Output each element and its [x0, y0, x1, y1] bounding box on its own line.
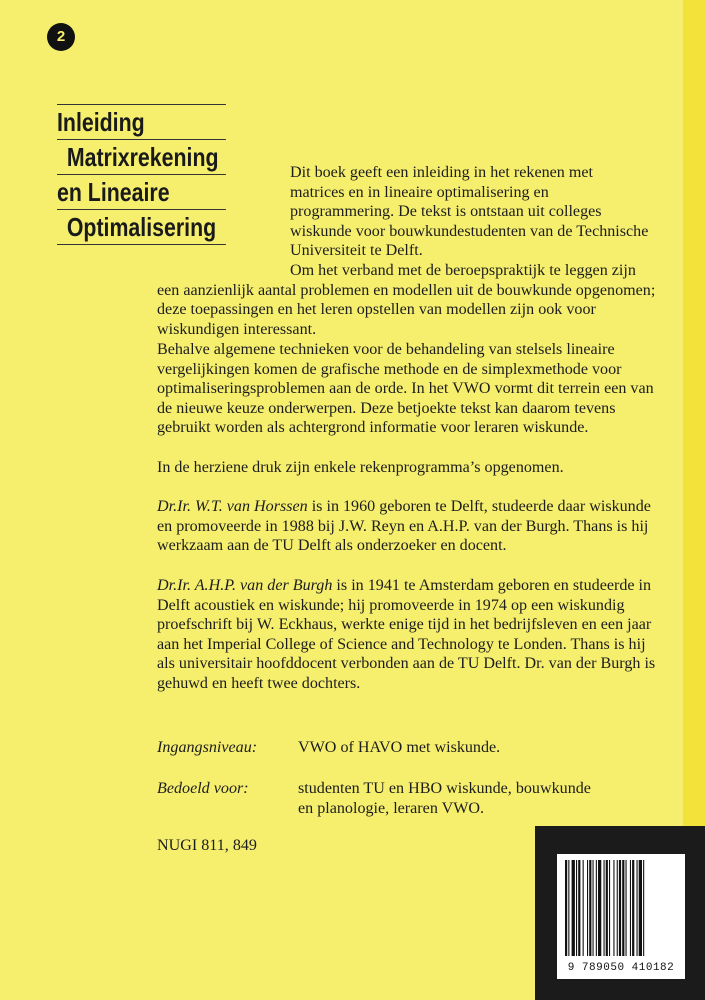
barcode-bar — [583, 860, 584, 956]
barcode-bar — [572, 860, 575, 956]
barcode-bar — [637, 860, 638, 956]
barcode-bar — [598, 860, 601, 956]
barcode-bar — [630, 860, 631, 956]
level-row — [157, 738, 657, 758]
barcode-bar — [632, 860, 634, 956]
author-1-name: Dr.Ir. W.T. van Horssen — [157, 498, 308, 515]
barcode-bar — [613, 860, 614, 956]
title-line-4: Optimalisering — [57, 209, 226, 245]
author-2-bio — [157, 576, 657, 694]
barcode-bar — [626, 860, 627, 956]
title-line-1: Inleiding — [57, 104, 226, 139]
nugi-code: NUGI 811, 849 — [157, 837, 257, 854]
barcode-bar — [576, 860, 577, 956]
barcode-bars — [563, 860, 679, 956]
audience-value: studenten TU en HBO wiskunde, bouwkunde en planologie, leraren VWO. — [298, 780, 591, 817]
barcode-number: 9 789050 410182 — [567, 962, 675, 974]
author-1-bio — [157, 497, 657, 556]
isbn-barcode — [557, 854, 685, 979]
barcode-bar — [593, 860, 594, 956]
author-2-text: is in 1941 te Amsterdam geboren en studeerde in Delft acoustiek en wiskunde; hij promoveerde in 1974 op een wiskundig proefschrift bij W. Eckhaus, werkte enige tijd in het bedrijfsleven en een jaar aan het Imperial College of Science and Technology te Londen. Thans is hij als universitair hoofddocent verbonden aan de TU Delft. Dr. van der Burgh is gehuwd en heeft twee dochters. — [157, 577, 656, 692]
barcode-bar — [643, 860, 644, 956]
barcode-bar — [589, 860, 591, 956]
barcode-bar — [622, 860, 624, 956]
barcode-bar — [606, 860, 608, 956]
author-1-text: is in 1960 geboren te Delft, studeerde daar wiskunde en promoveerde in 1988 bij J.W. Reyn en A.H.P. van der Burgh. Thans is hij werkzaam aan de TU Delft als onderzoeker en docent. — [157, 498, 651, 555]
audience-row — [157, 779, 657, 818]
book-title — [57, 104, 263, 245]
barcode-bar — [619, 860, 621, 956]
barcode-bar — [609, 860, 610, 956]
barcode-bar — [617, 860, 618, 956]
title-line-2: Matrixrekening — [57, 139, 226, 174]
barcode-bar — [639, 860, 642, 956]
level-label: Ingangsniveau: — [157, 739, 258, 756]
title-line-3: en Lineaire — [57, 174, 226, 209]
barcode-panel — [535, 826, 705, 1000]
barcode-bar — [578, 860, 580, 956]
audience-label: Bedoeld voor: — [157, 780, 249, 797]
barcode-bar — [565, 860, 567, 956]
barcode-bar — [587, 860, 588, 956]
barcode-bar — [604, 860, 605, 956]
intro-paragraph: Dit boek geeft een inleiding in het rekenen met matrices en in lineaire optimalisering en programmering. De tekst is ontstaan uit colleges wiskunde voor bouwkundestudenten van de Technische Universiteit te Delft. — [290, 164, 649, 260]
barcode-bar — [596, 860, 597, 956]
paragraph-2: Om het verband met de beroepspraktijk te leggen zijn een aanzienlijk aantal problemen en modellen uit de bouwkunde opgenomen; deze toepassingen en het leren opstellen van modellen zijn ook voor wiskundigen interessant. — [157, 262, 656, 338]
paragraph-3: Behalve algemene technieken voor de behandeling van stelsels lineaire vergelijkingen komen de grafische methode en de simplexmethode voor optimaliseringsproblemen aan de orde. In het VWO vormt dit terrein een van de nieuwe keuze onderwerpen. Deze betjoekte tekst kan daarom tevens gebruikt worden als achtergrond informatie voor leraren wiskunde. — [157, 341, 654, 437]
author-2-name: Dr.Ir. A.H.P. van der Burgh — [157, 577, 333, 594]
paragraph-4: In de herziene druk zijn enkele rekenprogramma’s opgenomen. — [157, 459, 564, 476]
barcode-bar — [568, 860, 569, 956]
level-value: VWO of HAVO met wiskunde. — [298, 739, 501, 756]
page-number-badge: 2 — [47, 23, 75, 51]
